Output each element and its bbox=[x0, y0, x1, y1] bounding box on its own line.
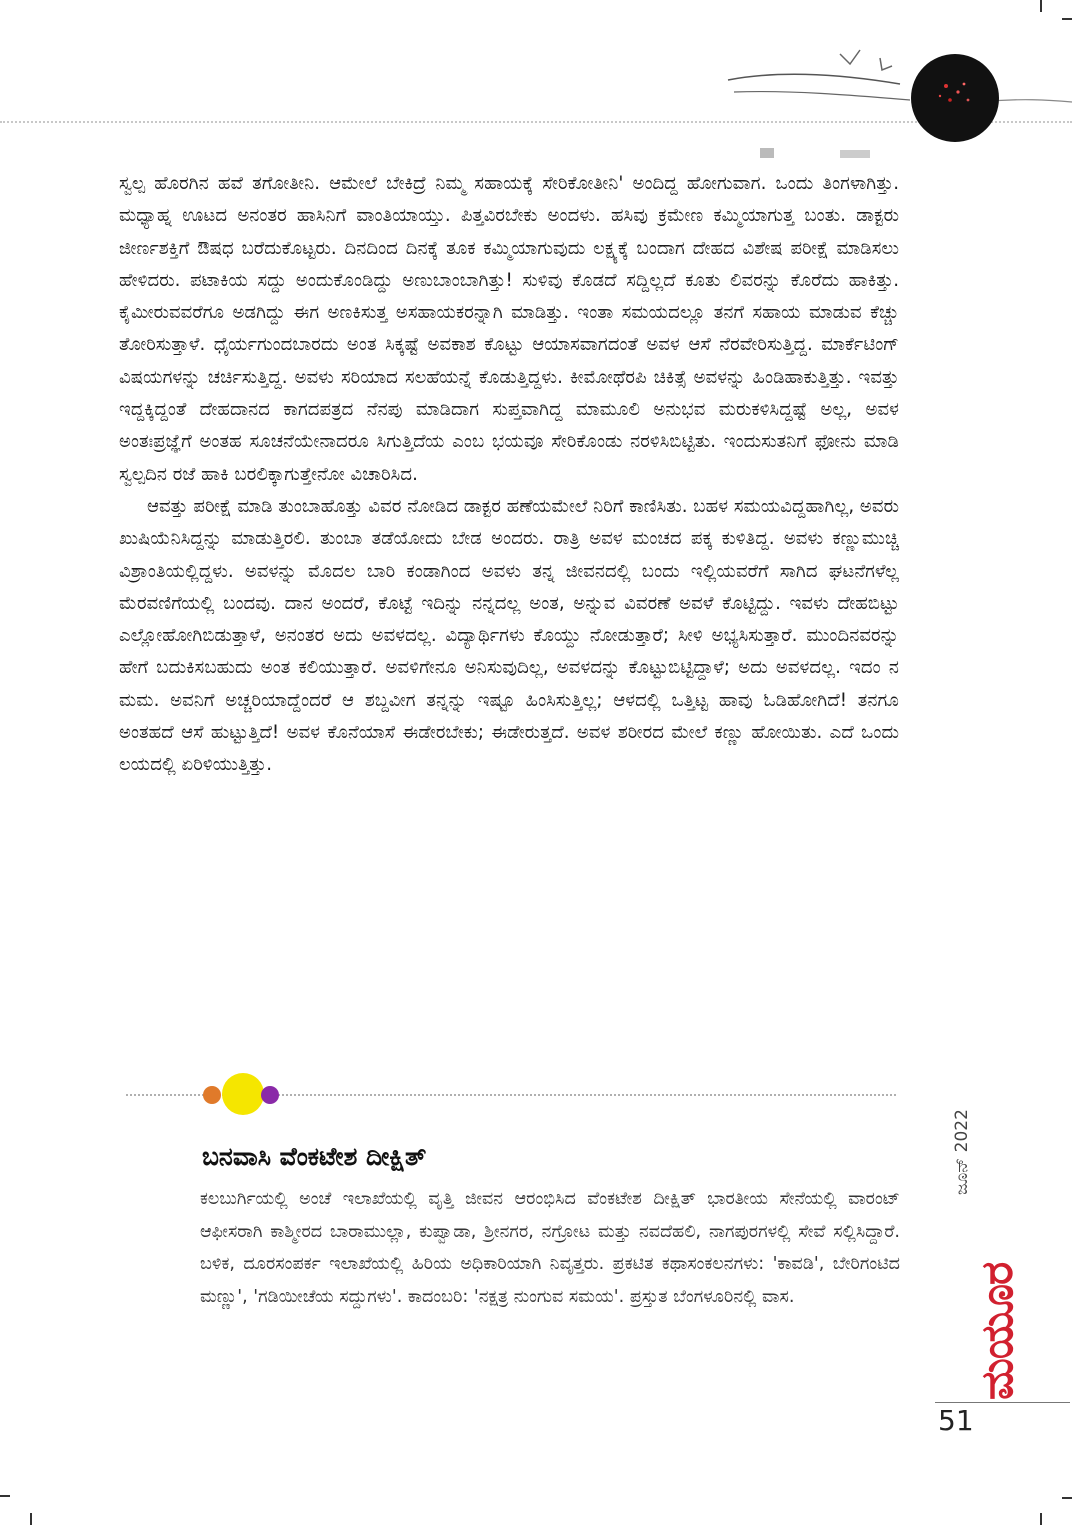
crop-mark bbox=[1040, 1513, 1042, 1525]
article-paragraph: ಸ್ವಲ್ಪ ಹೊರಗಿನ ಹವೆ ತಗೋತೀನಿ. ಆಮೇಲೆ ಬೇಕಿದ್ರೆ ನಿಮ್ಮ ಸಹಾಯಕ್ಕೆ ಸೇರಿಕೋತೀನಿ' ಅಂದಿದ್ದ ಹೋಗುವಾಗ. ಒಂದು ತಿಂಗಳಾಗಿತ್ತು. ಮಧ್ಯಾಹ್ನ ಊಟದ ಅನಂತರ ಹಾಸಿನಿಗೆ ವಾಂತಿಯಾಯ್ತು. ಪಿತ್ತವಿರಬೇಕು ಅಂದಳು. ಹಸಿವು ಕ್ರಮೇಣ ಕಮ್ಮಿಯಾಗುತ್ತ ಬಂತು. ಡಾಕ್ಟರು ಜೀರ್ಣಶಕ್ತಿಗೆ ಔಷಧ ಬರೆದುಕೊಟ್ಟರು. ದಿನದಿಂದ ದಿನಕ್ಕೆ ತೂಕ ಕಮ್ಮಿಯಾಗುವುದು ಲಕ್ಷ್ಯಕ್ಕೆ ಬಂದಾಗ ದೇಹದ ವಿಶೇಷ ಪರೀಕ್ಷೆ ಮಾಡಿಸಲು ಹೇಳಿದರು. ಪಟಾಕಿಯ ಸದ್ದು ಅಂದುಕೊಂಡಿದ್ದು ಅಣುಬಾಂಬಾಗಿತ್ತು! ಸುಳಿವು ಕೊಡದೆ ಸದ್ದಿಲ್ಲದೆ ಕೂತು ಲಿವರನ್ನು ಕೊರೆದು ಹಾಕಿತ್ತು. ಕೈಮೀರುವವರೆಗೂ ಅಡಗಿದ್ದು ಈಗ ಅಣಕಿಸುತ್ತ ಅಸಹಾಯಕರನ್ನಾಗಿ ಮಾಡಿತ್ತು. ಇಂತಾ ಸಮಯದಲ್ಲೂ ತನಗೆ ಸಹಾಯ ಮಾಡುವ ಕೆಚ್ಚು ತೋರಿಸುತ್ತಾಳೆ. ಧೈರ್ಯಗುಂದಬಾರದು ಅಂತ ಸಿಕ್ಕಷ್ಟೆ ಅವಕಾಶ ಕೊಟ್ಟು ಆಯಾಸವಾಗದಂತೆ ಅವಳ ಆಸೆ ನೆರವೇರಿಸುತ್ತಿದ್ದ. ಮಾರ್ಕೆಟಿಂಗ್ ವಿಷಯಗಳನ್ನು ಚರ್ಚಿಸುತ್ತಿದ್ದ. ಅವಳು ಸರಿಯಾದ ಸಲಹೆಯನ್ನೆ ಕೊಡುತ್ತಿದ್ದಳು. ಕೀಮೋಥೆರಪಿ ಚಿಕಿತ್ಸೆ ಅವಳನ್ನು ಹಿಂಡಿಹಾಕುತ್ತಿತ್ತು. ಇವತ್ತು ಇದ್ದಕ್ಕಿದ್ದಂತೆ ದೇಹದಾನದ ಕಾಗದಪತ್ರದ ನೆನಪು ಮಾಡಿದಾಗ ಸುಪ್ತವಾಗಿದ್ದ ಮಾಮೂಲಿ ಅನುಭವ ಮರುಕಳಿಸಿದ್ದಷ್ಟೆ ಅಲ್ಲ, ಅವಳ ಅಂತಃಪ್ರಜ್ಞೆಗೆ ಅಂತಹ ಸೂಚನೆಯೇನಾದರೂ ಸಿಗುತ್ತಿದೆಯ ಎಂಬ ಭಯವೂ ಸೇರಿಕೊಂಡು ನರಳಿಸಿಬಿಟ್ಟಿತು. ಇಂದುಸುತನಿಗೆ ಫೋನು ಮಾಡಿ ಸ್ವಲ್ಪದಿನ ರಜೆ ಹಾಕಿ ಬರಲಿಕ್ಕಾಗುತ್ತೇನೋ ವಿಚಾರಿಸಿದ. bbox=[119, 173, 899, 485]
crop-mark bbox=[30, 1513, 32, 1525]
crop-mark bbox=[1062, 1497, 1072, 1499]
author-bio: ಕಲಬುರ್ಗಿಯಲ್ಲಿ ಅಂಚೆ ಇಲಾಖೆಯಲ್ಲಿ ವೃತ್ತಿ ಜೀವನ ಆರಂಭಿಸಿದ ವೆಂಕಟೇಶ ದೀಕ್ಷಿತ್ ಭಾರತೀಯ ಸೇನೆಯಲ್ಲಿ ವಾರಂಟ್ ಆಫೀಸರಾಗಿ ಕಾಶ್ಮೀರದ ಬಾರಾಮುಲ್ಲಾ, ಕುಪ್ವಾಡಾ, ಶ್ರೀನಗರ, ನಗ್ರೋಟ ಮತ್ತು ನವದೆಹಲಿ, ನಾಗಪುರಗಳಲ್ಲಿ ಸೇವೆ ಸಲ್ಲಿಸಿದ್ದಾರೆ. ಬಳಿಕ, ದೂರಸಂಪರ್ಕ ಇಲಾಖೆಯಲ್ಲಿ ಹಿರಿಯ ಅಧಿಕಾರಿಯಾಗಿ ನಿವೃತ್ತರು. ಪ್ರಕಟಿತ ಕಥಾಸಂಕಲನಗಳು: 'ಕಾವಡಿ', ಬೇರಿಗಂಟಿದ ಮಣ್ಣು', 'ಗಡಿಯೀಚೆಯ ಸದ್ದುಗಳು'. ಕಾದಂಬರಿ: 'ನಕ್ಷತ್ರ ನುಂಗುವ ಸಮಯ'. ಪ್ರಸ್ತುತ ಬೆಂಗಳೂರಿನಲ್ಲಿ ವಾಸ. bbox=[200, 1189, 900, 1307]
issue-date: ಜೂನ್ 2022 bbox=[952, 1109, 972, 1195]
author-name: ಬನವಾಸಿ ವೆಂಕಟೇಶ ದೀಕ್ಷಿತ್ bbox=[202, 1142, 427, 1171]
divider-dot-orange bbox=[203, 1086, 221, 1104]
crop-mark bbox=[1040, 0, 1042, 12]
divider-dot-yellow bbox=[222, 1073, 264, 1115]
magazine-brand: ಮಯೂರ bbox=[972, 1262, 1023, 1400]
article-body bbox=[119, 168, 899, 782]
page-number: 51 bbox=[938, 1404, 974, 1437]
illustration-sketch-icon bbox=[720, 40, 1072, 160]
article-paragraph: ಆವತ್ತು ಪರೀಕ್ಷೆ ಮಾಡಿ ತುಂಬಾಹೊತ್ತು ವಿವರ ನೋಡಿದ ಡಾಕ್ಟರ ಹಣೆಯಮೇಲೆ ನಿರಿಗೆ ಕಾಣಿಸಿತು. ಬಹಳ ಸಮಯವಿದ್ದಹಾಗಿಲ್ಲ, ಅವರು ಖುಷಿಯೆನಿಸಿದ್ದನ್ನು ಮಾಡುತ್ತಿರಲಿ. ತುಂಬಾ ತಡೆಯೋದು ಬೇಡ ಅಂದರು. ರಾತ್ರಿ ಅವಳ ಮಂಚದ ಪಕ್ಕ ಕುಳಿತಿದ್ದ. ಅವಳು ಕಣ್ಣುಮುಚ್ಚಿ ವಿಶ್ರಾಂತಿಯಲ್ಲಿದ್ದಳು. ಅವಳನ್ನು ಮೊದಲ ಬಾರಿ ಕಂಡಾಗಿಂದ ಅವಳು ತನ್ನ ಜೀವನದಲ್ಲಿ ಬಂದು ಇಲ್ಲಿಯವರೆಗೆ ಸಾಗಿದ ಘಟನೆಗಳೆಲ್ಲ ಮೆರವಣಿಗೆಯಲ್ಲಿ ಬಂದವು. ದಾನ ಅಂದರೆ, ಕೊಟ್ಟೆ ಇದಿನ್ನು ನನ್ನದಲ್ಲ ಅಂತ, ಅನ್ನುವ ವಿವರಣೆ ಅವಳೆ ಕೊಟ್ಟಿದ್ದು. ಇವಳು ದೇಹಬಿಟ್ಟು ಎಲ್ಲೋಹೋಗಿಬಿಡುತ್ತಾಳೆ, ಅನಂತರ ಅದು ಅವಳದಲ್ಲ. ವಿದ್ಯಾರ್ಥಿಗಳು ಕೊಯ್ದು ನೋಡುತ್ತಾರೆ; ಸೀಳಿ ಅಭ್ಯಸಿಸುತ್ತಾರೆ. ಮುಂದಿನವರನ್ನು ಹೇಗೆ ಬದುಕಿಸಬಹುದು ಅಂತ ಕಲಿಯುತ್ತಾರೆ. ಅವಳಿಗೇನೂ ಅನಿಸುವುದಿಲ್ಲ, ಅವಳದನ್ನು ಕೊಟ್ಟುಬಿಟ್ಟಿದ್ದಾಳೆ; ಅದು ಅವಳದಲ್ಲ. ಇದಂ ನ ಮಮ. ಅವನಿಗೆ ಅಚ್ಚರಿಯಾದ್ದೆಂದರೆ ಆ ಶಬ್ದವೀಗ ತನ್ನನ್ನು ಇಷ್ಟೂ ಹಿಂಸಿಸುತ್ತಿಲ್ಲ; ಆಳದಲ್ಲಿ ಒತ್ತಿಟ್ಟ ಹಾವು ಓಡಿಹೋಗಿದೆ! ತನಗೂ ಅಂತಹದೆ ಆಸೆ ಹುಟ್ಟುತ್ತಿದೆ! ಅವಳ ಕೊನೆಯಾಸೆ ಈಡೇರಬೇಕು; ಈಡೇರುತ್ತದೆ. ಅವಳ ಶರೀರದ ಮೇಲೆ ಕಣ್ಣು ಹೋಯಿತು. ಎದೆ ಒಂದು ಲಯದಲ್ಲಿ ಏರಿಳಿಯುತ್ತಿತ್ತು. bbox=[119, 495, 899, 776]
crop-mark bbox=[1062, 18, 1072, 20]
crop-mark bbox=[0, 1495, 10, 1497]
page-number-rule bbox=[935, 1402, 1070, 1403]
divider-dot-purple bbox=[261, 1086, 279, 1104]
